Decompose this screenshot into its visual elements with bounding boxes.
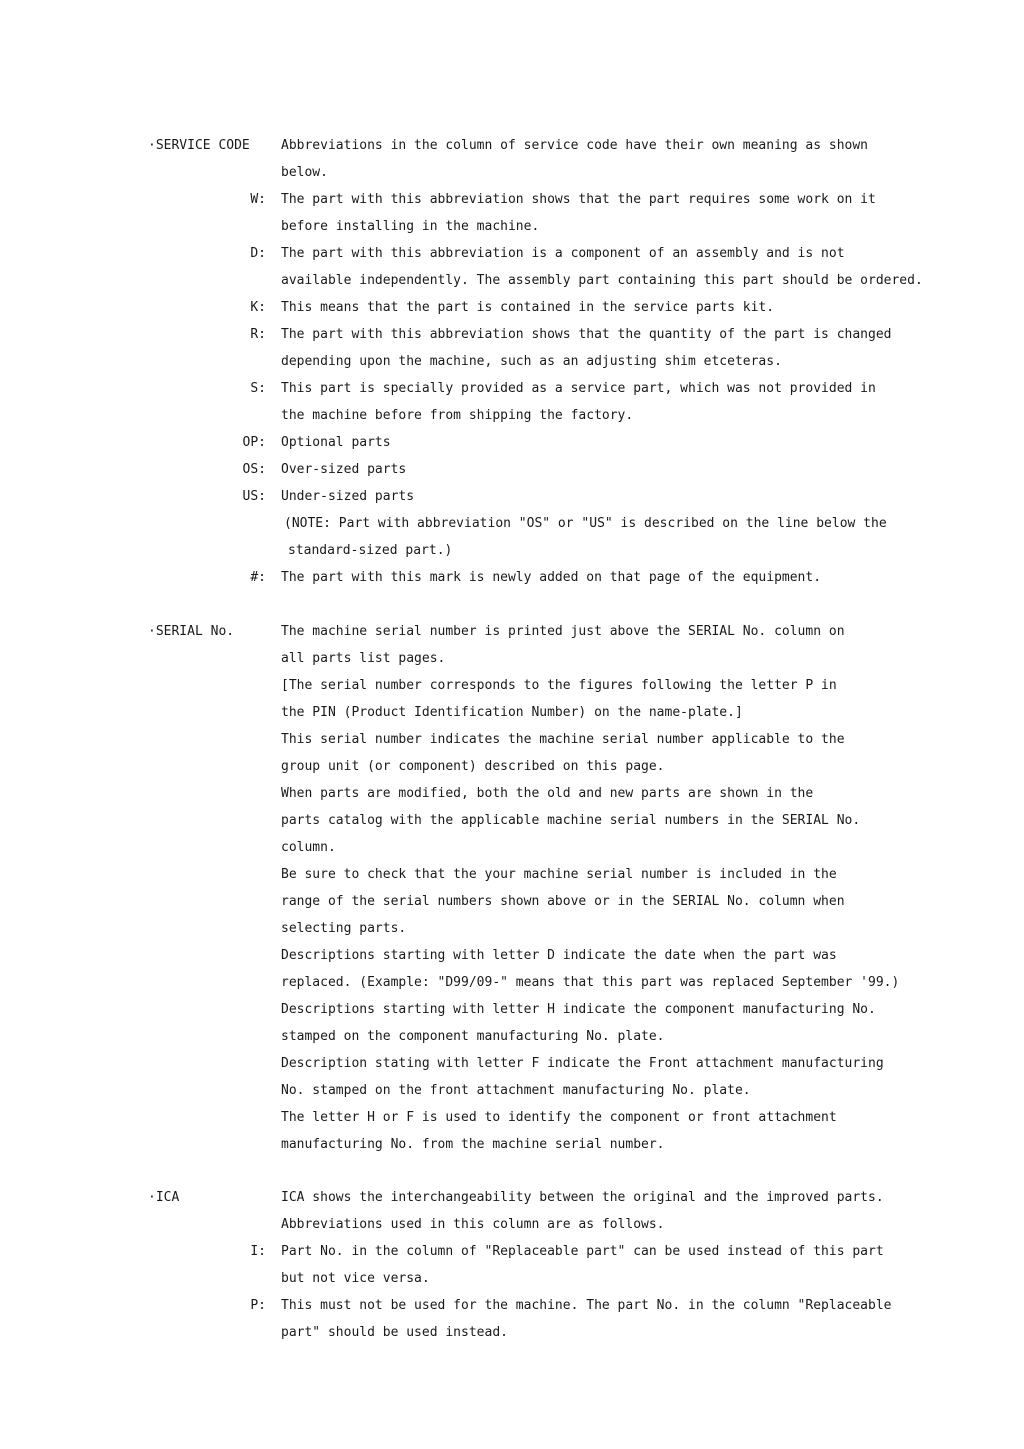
text-line: Optional parts xyxy=(281,435,391,450)
text-line: group unit (or component) described on this page. xyxy=(281,759,665,774)
ica-intro xyxy=(281,1184,921,1238)
text-line: before installing in the machine. xyxy=(281,219,540,234)
text-line: Description stating with letter F indicate the Front attachment manufacturing xyxy=(281,1056,884,1071)
code-label: D: xyxy=(250,246,266,261)
text-line: ICA shows the interchangeability between the original and the improved parts. xyxy=(281,1190,884,1205)
code-description xyxy=(281,294,921,321)
text-line: Descriptions starting with letter D indicate the date when the part was xyxy=(281,948,837,963)
text-line: range of the serial numbers shown above or in the SERIAL No. column when xyxy=(281,894,845,909)
text-line: This means that the part is contained in the service parts kit. xyxy=(281,300,775,315)
text-line: available independently. The assembly part containing this part should be ordered. xyxy=(281,273,923,288)
text-line: The part with this abbreviation is a component of an assembly and is not xyxy=(281,246,845,261)
text-line: the machine before from shipping the factory. xyxy=(281,408,634,423)
code-label: S: xyxy=(250,381,266,396)
text-line: The part with this abbreviation shows that the quantity of the part is changed xyxy=(281,327,892,342)
text-line: Be sure to check that the your machine serial number is included in the xyxy=(281,867,837,882)
text-line: This must not be used for the machine. The part No. in the column "Replaceable xyxy=(281,1298,892,1313)
text-line: [The serial number corresponds to the figures following the letter P in xyxy=(281,678,837,693)
text-line: Abbreviations used in this column are as follows. xyxy=(281,1217,665,1232)
code-description xyxy=(281,240,921,294)
serial-no-body xyxy=(281,618,921,1158)
code-label: OP: xyxy=(242,435,266,450)
text-line: column. xyxy=(281,840,336,855)
service-code-intro xyxy=(281,132,921,186)
text-line: The part with this abbreviation shows that the part requires some work on it xyxy=(281,192,876,207)
text-line: The part with this mark is newly added on that page of the equipment. xyxy=(281,570,822,585)
text-line: but not vice versa. xyxy=(281,1271,430,1286)
code-label: K: xyxy=(250,300,266,315)
text-line: manufacturing No. from the machine serial number. xyxy=(281,1137,665,1152)
text-line: depending upon the machine, such as an adjusting shim etceteras. xyxy=(281,354,782,369)
code-label: #: xyxy=(250,570,266,585)
code-label: I: xyxy=(250,1244,266,1259)
text-line: The letter H or F is used to identify the component or front attachment xyxy=(281,1110,837,1125)
code-label: W: xyxy=(250,192,266,207)
text-line: all parts list pages. xyxy=(281,651,446,666)
serial-no-heading: ·SERIAL No. xyxy=(148,624,235,639)
code-label: US: xyxy=(242,489,266,504)
service-code-heading: ·SERVICE CODE xyxy=(148,138,250,153)
note-text xyxy=(284,510,924,564)
text-line: The machine serial number is printed just above the SERIAL No. column on xyxy=(281,624,845,639)
text-line: Under-sized parts xyxy=(281,489,415,504)
text-line: Descriptions starting with letter H indicate the component manufacturing No. xyxy=(281,1002,876,1017)
text-line: standard-sized part.) xyxy=(288,543,453,558)
text-line: This serial number indicates the machine serial number applicable to the xyxy=(281,732,845,747)
code-label: R: xyxy=(250,327,266,342)
text-line: Over-sized parts xyxy=(281,462,407,477)
text-line: Part No. in the column of "Replaceable part" can be used instead of this part xyxy=(281,1244,884,1259)
ica-heading: ·ICA xyxy=(148,1190,180,1205)
text-line: replaced. (Example: "D99/09-" means that this part was replaced September '99.) xyxy=(281,975,900,990)
text-line: This part is specially provided as a service part, which was not provided in xyxy=(281,381,876,396)
code-description xyxy=(281,456,921,483)
code-description xyxy=(281,186,921,240)
code-description xyxy=(281,375,921,429)
text-line: Abbreviations in the column of service code have their own meaning as shown xyxy=(281,138,868,153)
code-description xyxy=(281,321,921,375)
code-label: P: xyxy=(250,1298,266,1313)
text-line: part" should be used instead. xyxy=(281,1325,508,1340)
text-line: When parts are modified, both the old and new parts are shown in the xyxy=(281,786,814,801)
text-line: stamped on the component manufacturing No. plate. xyxy=(281,1029,665,1044)
code-description xyxy=(281,483,921,510)
text-line: parts catalog with the applicable machine serial numbers in the SERIAL No. xyxy=(281,813,861,828)
code-description xyxy=(281,1238,921,1292)
code-description xyxy=(281,564,921,591)
code-description xyxy=(281,429,921,456)
text-line: selecting parts. xyxy=(281,921,407,936)
text-line: (NOTE: Part with abbreviation "OS" or "US" is described on the line below the xyxy=(284,516,887,531)
text-line: No. stamped on the front attachment manufacturing No. plate. xyxy=(281,1083,751,1098)
code-label: OS: xyxy=(242,462,266,477)
text-line: below. xyxy=(281,165,328,180)
text-line: the PIN (Product Identification Number) on the name-plate.] xyxy=(281,705,743,720)
code-description xyxy=(281,1292,921,1346)
